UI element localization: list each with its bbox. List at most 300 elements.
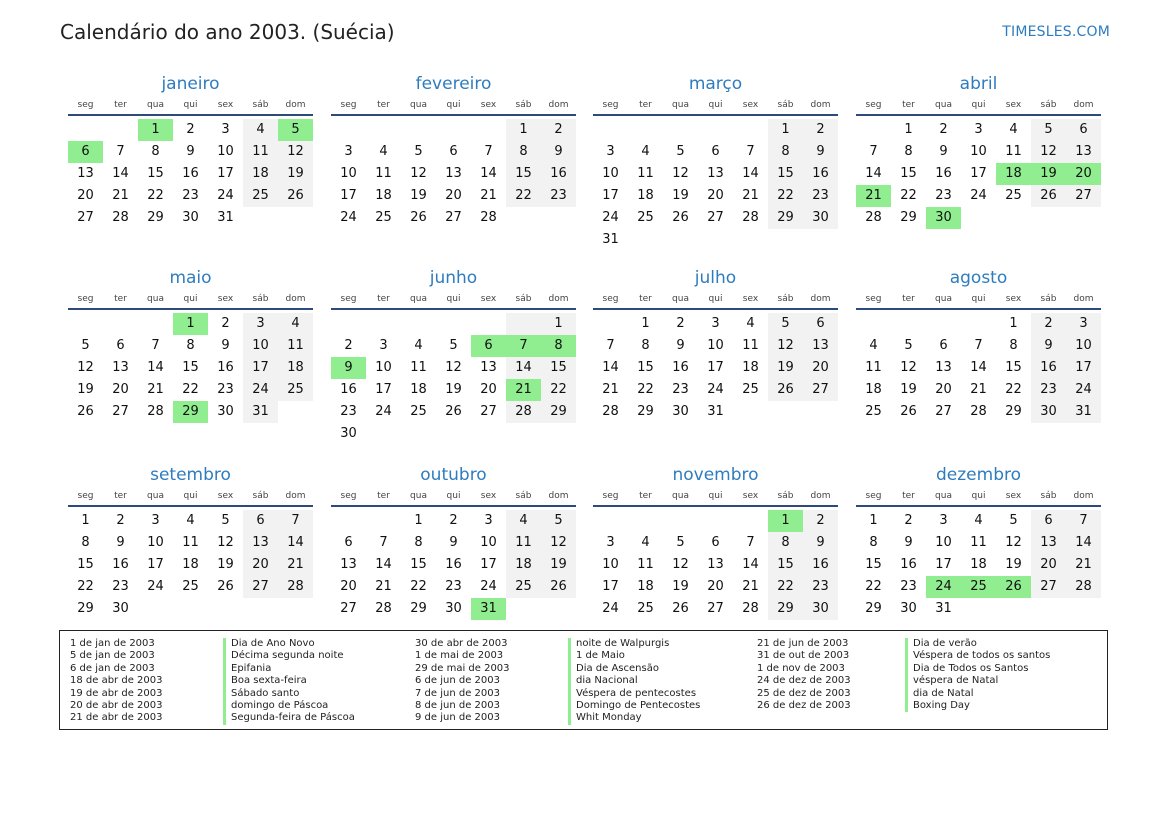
holiday-name: Véspera de todos os santos <box>913 650 1051 662</box>
day-cell: 19 <box>1005 557 1022 572</box>
day-cell: 14 <box>742 557 759 572</box>
day-cell: 21 <box>602 382 619 397</box>
day-cell: 3 <box>606 535 615 550</box>
day-cell: 4 <box>974 513 983 528</box>
holiday-names-column <box>223 638 355 725</box>
day-cell: 28 <box>742 601 759 616</box>
empty-day-cell <box>698 119 733 141</box>
month-name: abril <box>959 74 998 94</box>
holiday-day-cell: 6 <box>471 335 506 357</box>
day-cell: 12 <box>672 166 689 181</box>
holiday-name: véspera de Natal <box>913 675 999 687</box>
empty-day-cell <box>733 510 768 532</box>
weekday-header <box>593 290 838 310</box>
month-maio <box>68 267 313 423</box>
day-cell: 9 <box>449 535 458 550</box>
day-cell: 3 <box>484 513 493 528</box>
weekday-label: qua <box>147 491 164 501</box>
empty-day-cell <box>68 119 103 141</box>
weekday-label: qua <box>410 491 427 501</box>
empty-day-cell <box>331 510 366 532</box>
day-cell: 18 <box>243 163 278 185</box>
day-cell: 16 <box>182 166 199 181</box>
weekday-label: sáb <box>1040 491 1057 501</box>
day-cell: 7 <box>484 144 493 159</box>
day-cell: 3 <box>221 122 230 137</box>
day-cell: 24 <box>147 579 164 594</box>
weekday-label: qui <box>183 294 198 304</box>
day-cell: 3 <box>379 338 388 353</box>
day-cell: 8 <box>81 535 90 550</box>
month-days <box>593 119 838 251</box>
day-cell: 18 <box>375 188 392 203</box>
day-cell: 5 <box>676 144 685 159</box>
day-cell: 12 <box>768 335 803 357</box>
month-name: julho <box>694 268 737 288</box>
day-cell: 30 <box>340 426 357 441</box>
weekday-label: seg <box>865 100 882 110</box>
day-cell: 8 <box>151 144 160 159</box>
day-cell: 27 <box>707 601 724 616</box>
weekday-label: ter <box>114 294 127 304</box>
day-cell: 14 <box>147 360 164 375</box>
holiday-day-cell: 9 <box>331 357 366 379</box>
weekday-label: dom <box>548 100 569 110</box>
day-cell: 15 <box>637 360 654 375</box>
empty-day-cell <box>366 510 401 532</box>
holiday-date: 7 de jun de 2003 <box>415 687 500 699</box>
day-cell: 17 <box>935 557 952 572</box>
day-cell: 25 <box>375 210 392 225</box>
day-cell: 21 <box>742 188 759 203</box>
day-cell: 22 <box>865 579 882 594</box>
weekday-label: seg <box>340 491 357 501</box>
day-cell: 16 <box>112 557 129 572</box>
day-cell: 7 <box>746 144 755 159</box>
day-cell: 13 <box>707 557 724 572</box>
day-cell: 26 <box>672 601 689 616</box>
weekday-label: dom <box>548 294 569 304</box>
day-cell: 20 <box>803 357 838 379</box>
day-cell: 10 <box>243 335 278 357</box>
day-cell: 31 <box>935 601 952 616</box>
day-cell: 15 <box>147 166 164 181</box>
weekday-label: dom <box>548 491 569 501</box>
empty-day-cell <box>68 313 103 335</box>
weekday-label: sex <box>217 294 234 304</box>
day-cell: 13 <box>77 166 94 181</box>
day-cell: 16 <box>1031 357 1066 379</box>
weekday-label: seg <box>340 100 357 110</box>
holiday-date: 20 de abr de 2003 <box>70 699 163 711</box>
day-cell: 20 <box>1031 554 1066 576</box>
day-cell: 10 <box>970 144 987 159</box>
day-cell: 10 <box>375 360 392 375</box>
day-cell: 18 <box>970 557 987 572</box>
holiday-day-cell: 24 <box>926 576 961 598</box>
day-cell: 17 <box>970 166 987 181</box>
day-cell: 20 <box>243 554 278 576</box>
day-cell: 10 <box>602 557 619 572</box>
month-setembro <box>68 464 313 620</box>
day-cell: 14 <box>970 360 987 375</box>
day-cell: 5 <box>81 338 90 353</box>
day-cell: 13 <box>1066 141 1101 163</box>
day-cell: 7 <box>1066 510 1101 532</box>
day-cell: 2 <box>1031 313 1066 335</box>
day-cell: 18 <box>410 382 427 397</box>
day-cell: 17 <box>707 360 724 375</box>
day-cell: 10 <box>707 338 724 353</box>
day-cell: 9 <box>1031 335 1066 357</box>
day-cell: 15 <box>900 166 917 181</box>
day-cell: 2 <box>939 122 948 137</box>
day-cell: 10 <box>340 166 357 181</box>
day-cell: 30 <box>672 404 689 419</box>
day-cell: 6 <box>1066 119 1101 141</box>
weekday-label: dom <box>1073 491 1094 501</box>
day-cell: 28 <box>865 210 882 225</box>
weekday-label: seg <box>602 294 619 304</box>
weekday-label: seg <box>77 100 94 110</box>
day-cell: 26 <box>768 379 803 401</box>
weekday-label: sáb <box>1040 100 1057 110</box>
day-cell: 10 <box>147 535 164 550</box>
day-cell: 15 <box>1005 360 1022 375</box>
weekday-label: seg <box>602 491 619 501</box>
weekday-label: sáb <box>515 100 532 110</box>
day-cell: 5 <box>768 313 803 335</box>
weekday-label: qui <box>183 491 198 501</box>
day-cell: 19 <box>410 188 427 203</box>
day-cell: 27 <box>803 379 838 401</box>
day-cell: 12 <box>217 535 234 550</box>
day-cell: 12 <box>278 141 313 163</box>
day-cell: 1 <box>541 313 576 335</box>
day-cell: 19 <box>217 557 234 572</box>
empty-day-cell <box>401 119 436 141</box>
weekday-header <box>856 290 1101 310</box>
holiday-name: Dia de verão <box>913 638 977 649</box>
holiday-names-column <box>568 638 700 725</box>
empty-day-cell <box>436 313 471 335</box>
day-cell: 6 <box>711 535 720 550</box>
day-cell: 6 <box>1031 510 1066 532</box>
day-cell: 9 <box>803 532 838 554</box>
weekday-label: sáb <box>515 491 532 501</box>
day-cell: 22 <box>541 379 576 401</box>
day-cell: 24 <box>602 210 619 225</box>
weekday-label: dom <box>1073 294 1094 304</box>
day-cell: 23 <box>445 579 462 594</box>
day-cell: 14 <box>375 557 392 572</box>
weekday-header <box>331 96 576 116</box>
weekday-label: ter <box>902 491 915 501</box>
month-days <box>856 119 1101 229</box>
day-cell: 19 <box>77 382 94 397</box>
day-cell: 30 <box>445 601 462 616</box>
day-cell: 28 <box>278 576 313 598</box>
day-cell: 18 <box>506 554 541 576</box>
day-cell: 29 <box>768 207 803 229</box>
day-cell: 4 <box>869 338 878 353</box>
weekday-label: dom <box>1073 100 1094 110</box>
day-cell: 1 <box>414 513 423 528</box>
empty-day-cell <box>628 510 663 532</box>
holiday-date: 26 de dez de 2003 <box>757 699 851 711</box>
day-cell: 25 <box>637 601 654 616</box>
day-cell: 6 <box>449 144 458 159</box>
day-cell: 14 <box>602 360 619 375</box>
holiday-day-cell: 30 <box>926 207 961 229</box>
day-cell: 2 <box>186 122 195 137</box>
day-cell: 30 <box>182 210 199 225</box>
day-cell: 23 <box>217 382 234 397</box>
day-cell: 13 <box>1031 532 1066 554</box>
day-cell: 28 <box>1066 576 1101 598</box>
day-cell: 13 <box>112 360 129 375</box>
weekday-label: sáb <box>252 491 269 501</box>
holiday-day-cell: 1 <box>768 510 803 532</box>
day-cell: 6 <box>243 510 278 532</box>
day-cell: 18 <box>637 579 654 594</box>
holiday-date: 29 de mai de 2003 <box>415 662 510 674</box>
day-cell: 14 <box>278 532 313 554</box>
holiday-day-cell: 20 <box>1066 163 1101 185</box>
holiday-day-cell: 7 <box>506 335 541 357</box>
day-cell: 1 <box>506 119 541 141</box>
holiday-names-column <box>905 638 1050 712</box>
weekday-header <box>331 487 576 507</box>
holiday-date: 21 de abr de 2003 <box>70 712 163 724</box>
day-cell: 16 <box>803 554 838 576</box>
holiday-name: Dia de Todos os Santos <box>913 662 1029 674</box>
weekday-header <box>68 487 313 507</box>
holiday-name: Dia de Ano Novo <box>231 638 315 649</box>
day-cell: 16 <box>445 557 462 572</box>
month-junho <box>331 267 576 445</box>
month-julho <box>593 267 838 423</box>
day-cell: 19 <box>445 382 462 397</box>
holiday-name: noite de Walpurgis <box>576 638 670 649</box>
day-cell: 16 <box>935 166 952 181</box>
holiday-day-cell: 19 <box>1031 163 1066 185</box>
day-cell: 12 <box>900 360 917 375</box>
weekday-label: qui <box>971 294 986 304</box>
holiday-date: 5 de jan de 2003 <box>70 650 155 662</box>
weekday-label: sex <box>1005 491 1022 501</box>
holiday-dates-column <box>70 638 162 725</box>
day-cell: 13 <box>935 360 952 375</box>
day-cell: 7 <box>869 144 878 159</box>
weekday-label: sex <box>742 100 759 110</box>
day-cell: 11 <box>243 141 278 163</box>
day-cell: 11 <box>742 338 759 353</box>
holiday-date: 25 de dez de 2003 <box>757 687 851 699</box>
day-cell: 20 <box>480 382 497 397</box>
month-name: janeiro <box>161 74 220 94</box>
holiday-name: Sábado santo <box>231 687 300 699</box>
weekday-label: sex <box>742 491 759 501</box>
empty-day-cell <box>506 313 541 335</box>
day-cell: 28 <box>480 210 497 225</box>
day-cell: 3 <box>711 316 720 331</box>
day-cell: 24 <box>217 188 234 203</box>
day-cell: 25 <box>865 404 882 419</box>
day-cell: 7 <box>746 535 755 550</box>
day-cell: 18 <box>742 360 759 375</box>
day-cell: 3 <box>606 144 615 159</box>
empty-day-cell <box>593 313 628 335</box>
day-cell: 10 <box>602 166 619 181</box>
day-cell: 11 <box>278 335 313 357</box>
day-cell: 24 <box>480 579 497 594</box>
day-cell: 13 <box>243 532 278 554</box>
holiday-name: Segunda-feira de Páscoa <box>231 712 355 724</box>
weekday-label: sex <box>480 100 497 110</box>
month-name: fevereiro <box>415 74 492 94</box>
day-cell: 6 <box>939 338 948 353</box>
weekday-label: qui <box>708 491 723 501</box>
month-name: dezembro <box>936 465 1021 485</box>
day-cell: 15 <box>865 557 882 572</box>
day-cell: 6 <box>116 338 125 353</box>
month-days <box>856 313 1101 423</box>
day-cell: 27 <box>707 210 724 225</box>
empty-day-cell <box>138 313 173 335</box>
day-cell: 28 <box>506 401 541 423</box>
day-cell: 26 <box>278 185 313 207</box>
weekday-header <box>856 96 1101 116</box>
weekday-label: ter <box>902 100 915 110</box>
weekday-label: qua <box>147 294 164 304</box>
weekday-label: dom <box>810 491 831 501</box>
weekday-label: sex <box>217 100 234 110</box>
day-cell: 16 <box>340 382 357 397</box>
weekday-label: ter <box>114 491 127 501</box>
day-cell: 8 <box>768 141 803 163</box>
day-cell: 14 <box>742 166 759 181</box>
month-name: junho <box>429 268 478 288</box>
empty-day-cell <box>471 313 506 335</box>
day-cell: 13 <box>340 557 357 572</box>
day-cell: 28 <box>147 404 164 419</box>
month-days <box>68 313 313 423</box>
holiday-name: 1 de Maio <box>576 650 625 662</box>
weekday-label: qui <box>971 100 986 110</box>
weekday-label: ter <box>377 491 390 501</box>
day-cell: 14 <box>480 166 497 181</box>
day-cell: 12 <box>410 166 427 181</box>
weekday-label: qua <box>147 100 164 110</box>
day-cell: 29 <box>865 601 882 616</box>
day-cell: 23 <box>340 404 357 419</box>
holiday-day-cell: 5 <box>278 119 313 141</box>
day-cell: 12 <box>1005 535 1022 550</box>
day-cell: 26 <box>672 210 689 225</box>
weekday-label: dom <box>810 294 831 304</box>
day-cell: 17 <box>217 166 234 181</box>
day-cell: 11 <box>182 535 199 550</box>
weekday-label: dom <box>285 294 306 304</box>
day-cell: 7 <box>974 338 983 353</box>
day-cell: 25 <box>182 579 199 594</box>
day-cell: 30 <box>803 207 838 229</box>
weekday-header <box>68 290 313 310</box>
day-cell: 2 <box>904 513 913 528</box>
weekday-label: sáb <box>515 294 532 304</box>
day-cell: 28 <box>112 210 129 225</box>
day-cell: 27 <box>480 404 497 419</box>
day-cell: 22 <box>900 188 917 203</box>
day-cell: 16 <box>803 163 838 185</box>
day-cell: 22 <box>77 579 94 594</box>
day-cell: 28 <box>375 601 392 616</box>
empty-day-cell <box>663 119 698 141</box>
day-cell: 15 <box>182 360 199 375</box>
month-days <box>593 313 838 423</box>
day-cell: 30 <box>217 404 234 419</box>
holiday-day-cell: 21 <box>856 185 891 207</box>
weekday-label: qua <box>410 100 427 110</box>
weekday-label: qua <box>935 294 952 304</box>
holiday-name: Whit Monday <box>576 712 642 724</box>
day-cell: 16 <box>217 360 234 375</box>
month-março <box>593 73 838 251</box>
day-cell: 28 <box>602 404 619 419</box>
day-cell: 22 <box>637 382 654 397</box>
day-cell: 7 <box>116 144 125 159</box>
day-cell: 9 <box>803 141 838 163</box>
day-cell: 8 <box>768 532 803 554</box>
day-cell: 27 <box>1066 185 1101 207</box>
day-cell: 30 <box>1031 401 1066 423</box>
day-cell: 1 <box>869 513 878 528</box>
holiday-day-cell: 8 <box>541 335 576 357</box>
weekday-label: sex <box>742 294 759 304</box>
weekday-label: qui <box>183 100 198 110</box>
day-cell: 16 <box>541 163 576 185</box>
day-cell: 5 <box>541 510 576 532</box>
holiday-name: Décima segunda noite <box>231 650 344 662</box>
day-cell: 8 <box>186 338 195 353</box>
month-name: novembro <box>672 465 759 485</box>
holiday-name: Boa sexta-feira <box>231 675 307 687</box>
holiday-dates-column <box>757 638 851 712</box>
month-name: março <box>688 74 743 94</box>
site-link[interactable]: TIMESLES.COM <box>1002 24 1110 40</box>
month-days <box>856 510 1101 620</box>
day-cell: 22 <box>410 579 427 594</box>
holiday-date: 1 de jan de 2003 <box>70 638 155 649</box>
day-cell: 9 <box>676 338 685 353</box>
day-cell: 3 <box>344 144 353 159</box>
day-cell: 4 <box>414 338 423 353</box>
day-cell: 27 <box>935 404 952 419</box>
day-cell: 13 <box>445 166 462 181</box>
empty-day-cell <box>926 313 961 335</box>
day-cell: 9 <box>939 144 948 159</box>
holiday-name: Domingo de Pentecostes <box>576 699 701 711</box>
day-cell: 5 <box>1031 119 1066 141</box>
day-cell: 11 <box>637 166 654 181</box>
empty-day-cell <box>471 119 506 141</box>
weekday-label: ter <box>114 100 127 110</box>
weekday-label: seg <box>602 100 619 110</box>
weekday-label: qua <box>410 294 427 304</box>
weekday-label: seg <box>865 491 882 501</box>
holiday-date: 19 de abr de 2003 <box>70 687 163 699</box>
